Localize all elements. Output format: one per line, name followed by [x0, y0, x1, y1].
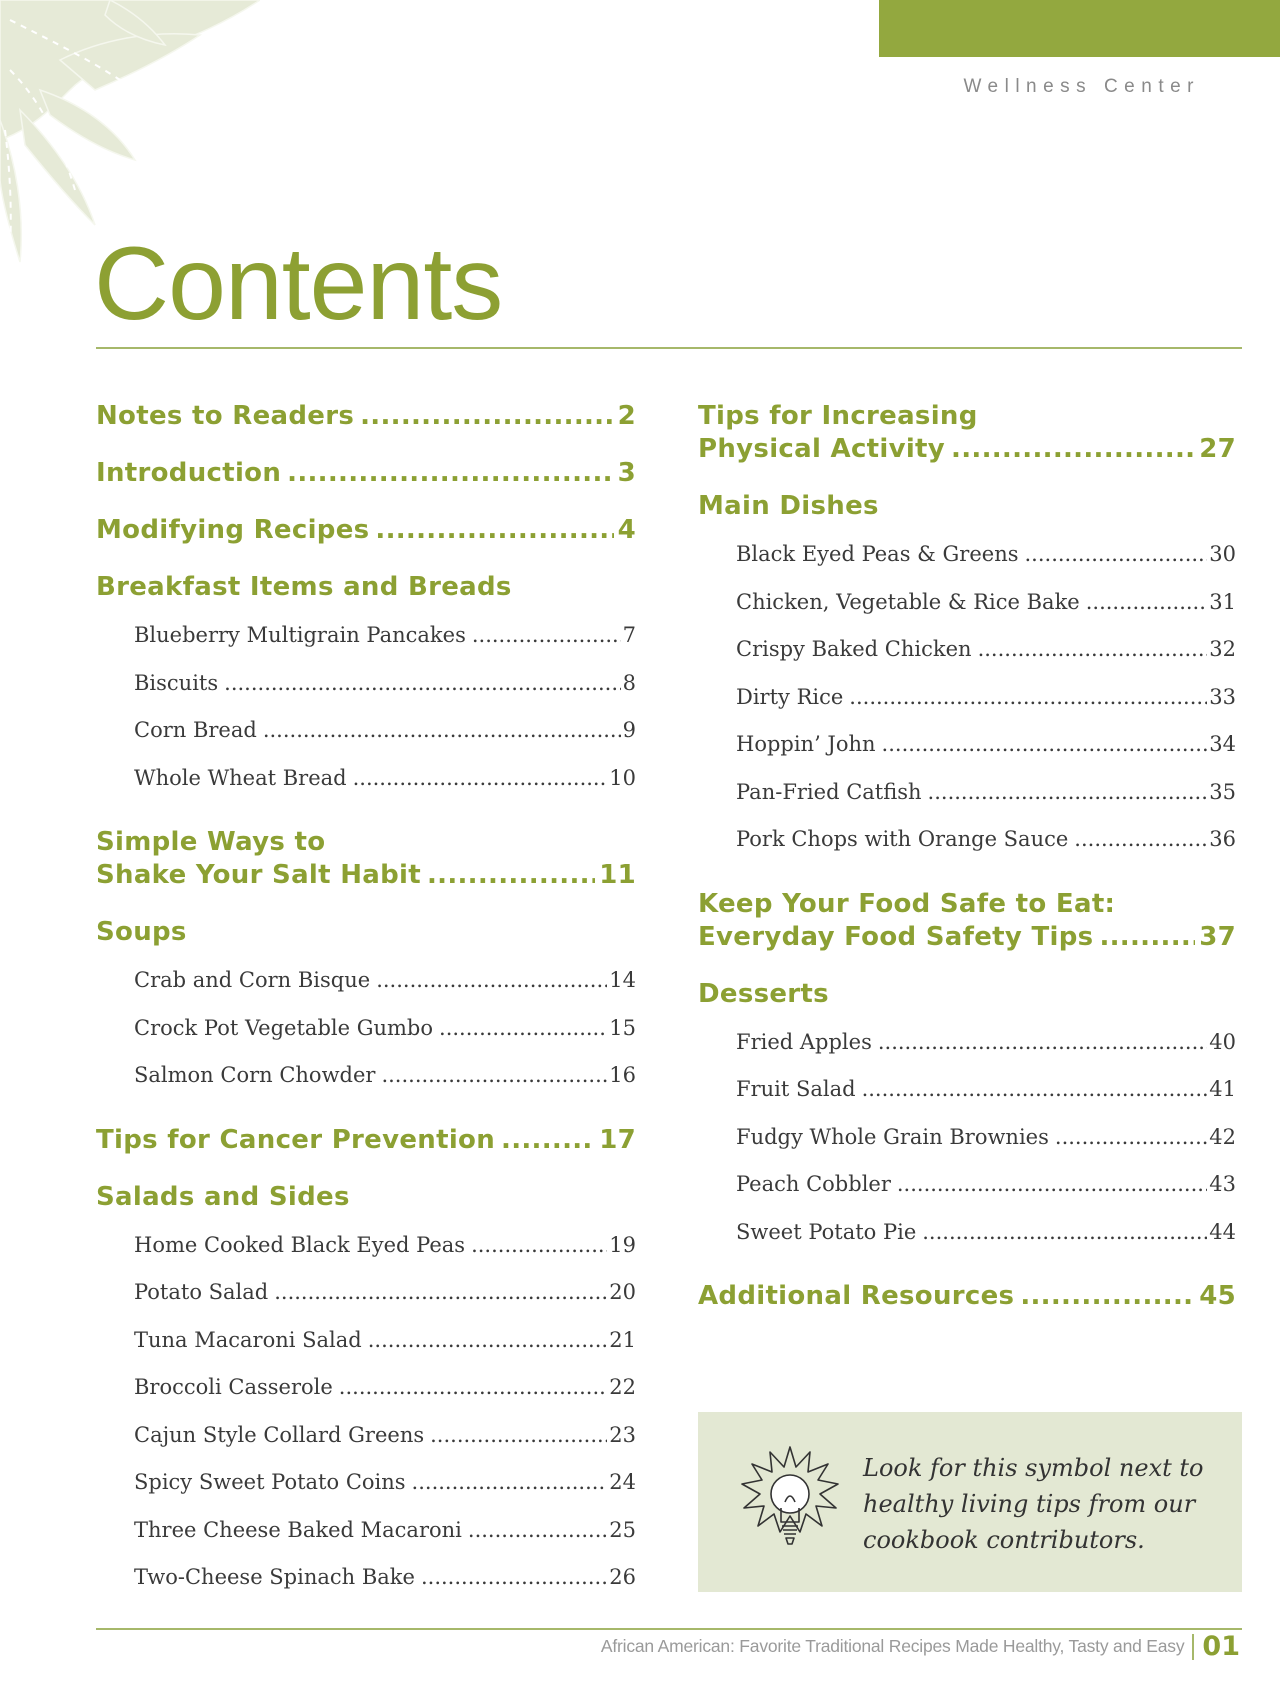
toc-right-column: [698, 400, 1236, 1337]
entry-page: 8: [622, 670, 636, 695]
dot-leader: [1099, 921, 1195, 954]
dot-leader: [849, 674, 1207, 722]
footer-divider: [96, 1628, 1242, 1630]
tip-text-line: Look for this symbol next to: [863, 1454, 1204, 1482]
entry-page: 7: [622, 623, 636, 647]
recipe-entry[interactable]: [96, 957, 636, 1005]
title-divider: [96, 347, 1242, 349]
dot-leader: [381, 1052, 607, 1100]
dot-leader: [376, 957, 607, 1005]
dot-leader: [978, 626, 1208, 674]
recipe-entry[interactable]: [96, 1412, 636, 1460]
toc-section: [698, 1280, 1236, 1313]
recipe-entry[interactable]: [698, 579, 1236, 627]
recipe-entry[interactable]: [96, 1317, 636, 1365]
section-link[interactable]: [96, 400, 636, 433]
entry-title: Chicken, Vegetable & Rice Bake: [736, 589, 1080, 614]
entry-page: 35: [1209, 779, 1236, 804]
recipe-entry[interactable]: [96, 1052, 636, 1100]
brand-label: Wellness Center: [963, 76, 1200, 97]
entry-title: Biscuits: [134, 670, 219, 695]
recipe-entry[interactable]: [96, 660, 636, 708]
entry-page: 23: [609, 1422, 636, 1447]
section-link[interactable]: [698, 1280, 1236, 1313]
dot-leader: [360, 400, 613, 433]
entry-title: Blueberry Multigrain Pancakes: [134, 623, 466, 647]
dot-leader: [1020, 1280, 1195, 1313]
entry-title: Crispy Baked Chicken: [736, 637, 972, 661]
recipe-entry[interactable]: [698, 1019, 1236, 1067]
entry-list: [96, 957, 636, 1100]
entry-title: Home Cooked Black Eyed Peas: [134, 1232, 466, 1257]
recipe-entry[interactable]: [96, 1269, 636, 1317]
recipe-entry[interactable]: [698, 531, 1236, 579]
dot-leader: [878, 1019, 1207, 1067]
recipe-entry[interactable]: [698, 816, 1236, 864]
dot-leader: [882, 721, 1208, 769]
dot-leader: [471, 1222, 607, 1270]
entry-page: 36: [1209, 827, 1236, 851]
entry-title: Additional Resources: [698, 1281, 1015, 1311]
recipe-entry[interactable]: [96, 1364, 636, 1412]
toc-left-column: [96, 400, 636, 1626]
entry-page: 15: [609, 1015, 636, 1040]
recipe-entry[interactable]: [698, 1066, 1236, 1114]
entry-page: 17: [599, 1124, 636, 1155]
dot-leader: [339, 1364, 607, 1412]
entry-page: 40: [1209, 1029, 1236, 1054]
dot-leader: [922, 1209, 1207, 1257]
section-heading: Main Dishes: [698, 491, 879, 521]
dot-leader: [1055, 1114, 1207, 1162]
section-heading: Desserts: [698, 978, 829, 1009]
toc-section: [96, 571, 636, 802]
dot-leader: [274, 1269, 607, 1317]
entry-page: 3: [617, 458, 636, 488]
recipe-entry[interactable]: [96, 1459, 636, 1507]
entry-title: Shake Your Salt Habit: [96, 860, 421, 890]
dot-leader: [951, 433, 1195, 466]
tip-text: [863, 1450, 1233, 1558]
entry-page: 42: [1209, 1124, 1236, 1149]
entry-title: Pan-Fried Catfish: [736, 779, 922, 804]
entry-page: 41: [1209, 1077, 1236, 1101]
dot-leader: [1074, 816, 1207, 864]
toc-section: [698, 978, 1236, 1257]
entry-page: 11: [599, 860, 636, 890]
recipe-entry[interactable]: [96, 755, 636, 803]
entry-list: [96, 612, 636, 802]
entry-page: 20: [609, 1280, 636, 1304]
toc-section: [698, 400, 1236, 466]
entry-page: 44: [1209, 1219, 1236, 1244]
dot-leader: [430, 1412, 607, 1460]
entry-page: 14: [609, 968, 636, 992]
dot-leader: [897, 1161, 1207, 1209]
entry-page: 19: [609, 1232, 636, 1257]
entry-list: [96, 1222, 636, 1602]
dot-leader: [224, 660, 620, 708]
entry-title: Tips for Cancer Prevention: [96, 1124, 496, 1155]
entry-page: 34: [1209, 732, 1236, 756]
entry-title: Pork Chops with Orange Sauce: [736, 827, 1069, 851]
entry-title: Notes to Readers: [96, 401, 355, 431]
toc-section: [96, 1181, 636, 1602]
dot-leader: [501, 1124, 595, 1157]
recipe-entry[interactable]: [698, 626, 1236, 674]
dot-leader: [439, 1005, 607, 1053]
entry-title: Broccoli Casserole: [134, 1375, 333, 1399]
dot-leader: [862, 1066, 1208, 1114]
section-link[interactable]: [96, 1124, 636, 1157]
dot-leader: [928, 769, 1208, 817]
entry-page: 25: [609, 1517, 636, 1542]
section-title-line: Keep Your Food Safe to Eat:: [698, 888, 1116, 919]
section-heading: Salads and Sides: [96, 1181, 350, 1212]
entry-title: Three Cheese Baked Macaroni: [134, 1517, 462, 1542]
tip-text-line: healthy living tips from our: [863, 1490, 1196, 1518]
toc-section: [698, 888, 1236, 954]
entry-page: 4: [617, 515, 636, 545]
entry-page: 10: [609, 765, 636, 790]
toc-section: [96, 1124, 636, 1157]
section-title-line: Tips for Increasing: [698, 401, 978, 431]
entry-title: Corn Bread: [134, 718, 257, 742]
entry-title: Peach Cobbler: [736, 1172, 891, 1196]
dot-leader: [472, 612, 621, 660]
header-color-bar: [879, 0, 1280, 57]
entry-page: 31: [1209, 589, 1236, 614]
entry-page: 27: [1199, 434, 1236, 464]
dot-leader: [412, 1459, 608, 1507]
entry-title: Fruit Salad: [736, 1077, 856, 1101]
tip-box: [698, 1412, 1242, 1592]
entry-title: Potato Salad: [134, 1280, 269, 1304]
entry-page: 30: [1209, 542, 1236, 566]
dot-leader: [1025, 531, 1208, 579]
tip-text-line: cookbook contributors.: [863, 1526, 1145, 1554]
entry-list: [698, 531, 1236, 864]
recipe-entry[interactable]: [698, 1114, 1236, 1162]
entry-page: 37: [1199, 921, 1236, 952]
entry-title: Two-Cheese Spinach Bake: [134, 1565, 415, 1589]
entry-title: Tuna Macaroni Salad: [134, 1327, 362, 1352]
entry-title: Modifying Recipes: [96, 515, 370, 545]
recipe-entry[interactable]: [698, 674, 1236, 722]
entry-title: Cajun Style Collard Greens: [134, 1422, 425, 1447]
lightbulb-icon: [740, 1442, 840, 1562]
toc-section: [96, 916, 636, 1100]
dot-leader: [375, 514, 613, 547]
entry-title: Crab and Corn Bisque: [134, 968, 371, 992]
dot-leader: [421, 1554, 607, 1602]
page-title: Contents: [94, 226, 503, 342]
entry-page: 43: [1209, 1172, 1236, 1196]
entry-page: 16: [609, 1063, 636, 1087]
entry-title: Fudgy Whole Grain Brownies: [736, 1124, 1049, 1149]
recipe-entry[interactable]: [698, 1161, 1236, 1209]
recipe-entry[interactable]: [698, 721, 1236, 769]
section-link[interactable]: [698, 921, 1236, 954]
recipe-entry[interactable]: [96, 1507, 636, 1555]
page-number: 01: [1202, 1631, 1240, 1662]
entry-title: Physical Activity: [698, 434, 946, 464]
toc-section: [96, 514, 636, 547]
toc-section: [96, 457, 636, 490]
dot-leader: [353, 755, 608, 803]
recipe-entry[interactable]: [698, 1209, 1236, 1257]
entry-title: Whole Wheat Bread: [134, 765, 347, 790]
toc-section: [698, 490, 1236, 864]
section-heading: Soups: [96, 917, 187, 947]
entry-page: 26: [609, 1565, 636, 1589]
entry-page: 24: [609, 1470, 636, 1494]
entry-list: [698, 1019, 1236, 1257]
entry-title: Salmon Corn Chowder: [134, 1063, 376, 1087]
entry-page: 2: [617, 401, 636, 431]
section-link[interactable]: [96, 859, 636, 892]
recipe-entry[interactable]: [698, 769, 1236, 817]
entry-title: Spicy Sweet Potato Coins: [134, 1470, 406, 1494]
recipe-entry[interactable]: [96, 707, 636, 755]
dot-leader: [368, 1317, 608, 1365]
entry-page: 21: [609, 1327, 636, 1352]
entry-title: Hoppin’ John: [736, 732, 876, 756]
dot-leader: [427, 859, 595, 892]
entry-title: Dirty Rice: [736, 684, 844, 709]
entry-title: Everyday Food Safety Tips: [698, 921, 1094, 952]
entry-page: 33: [1209, 684, 1236, 709]
toc-section: [96, 400, 636, 433]
footer: [601, 1631, 1240, 1662]
entry-title: Black Eyed Peas & Greens: [736, 542, 1019, 566]
section-link[interactable]: [96, 514, 636, 547]
recipe-entry[interactable]: [96, 612, 636, 660]
recipe-entry[interactable]: [96, 1554, 636, 1602]
entry-page: 45: [1199, 1281, 1236, 1311]
toc-section: [96, 826, 636, 892]
recipe-entry[interactable]: [96, 1005, 636, 1053]
entry-page: 9: [622, 718, 636, 742]
entry-title: Sweet Potato Pie: [736, 1219, 917, 1244]
dot-leader: [287, 457, 613, 490]
section-title-line: Simple Ways to: [96, 827, 326, 857]
section-heading: Breakfast Items and Breads: [96, 572, 512, 602]
entry-title: Fried Apples: [736, 1029, 872, 1054]
entry-title: Crock Pot Vegetable Gumbo: [134, 1015, 434, 1040]
section-link[interactable]: [96, 457, 636, 490]
entry-title: Introduction: [96, 458, 282, 488]
section-link[interactable]: [698, 433, 1236, 466]
recipe-entry[interactable]: [96, 1222, 636, 1270]
entry-page: 32: [1209, 637, 1236, 661]
dot-leader: [1086, 579, 1208, 627]
footer-text: African American: Favorite Traditional Recipes Made Healthy, Tasty and Easy: [600, 1636, 1185, 1656]
footer-separator: [1192, 1634, 1194, 1660]
dot-leader: [263, 707, 621, 755]
entry-page: 22: [609, 1375, 636, 1399]
dot-leader: [468, 1507, 607, 1555]
